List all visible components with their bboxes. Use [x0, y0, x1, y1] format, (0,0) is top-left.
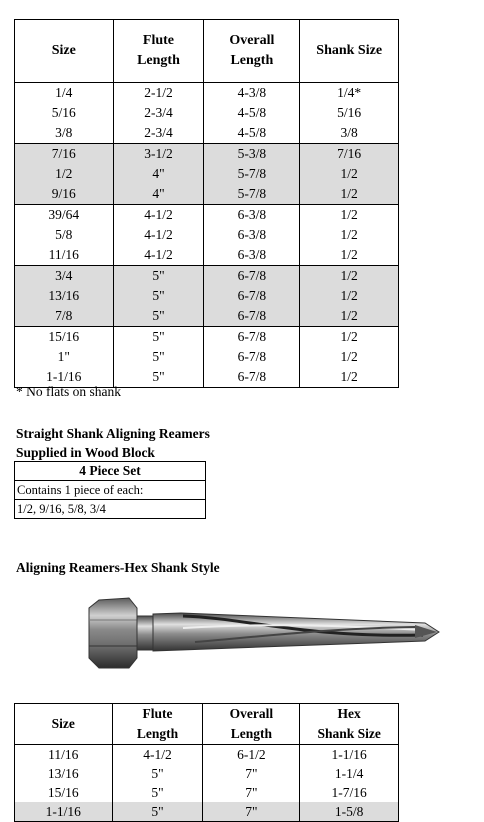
- table-row: [15, 205, 399, 226]
- flute-length-cell: 4-1/2: [113, 205, 204, 226]
- size-cell: 1-1/16: [15, 367, 114, 388]
- flute-length-cell: 5": [113, 367, 204, 388]
- set-header: 4 Piece Set: [15, 462, 206, 481]
- overall-length-header: Overall Length: [203, 704, 300, 745]
- size-cell: 7/8: [15, 306, 114, 327]
- straight-shank-table-body: [15, 83, 399, 388]
- table-row: [15, 347, 399, 367]
- shank-size-cell: 1/2: [300, 225, 399, 245]
- table-row: [15, 745, 399, 765]
- flute-length-cell: 5": [113, 286, 204, 306]
- hex-shank-reamer-table: [14, 703, 399, 822]
- set-contents-label: Contains 1 piece of each:: [15, 481, 206, 500]
- flute-length-cell: 4": [113, 164, 204, 184]
- size-cell: 9/16: [15, 184, 114, 205]
- hex-section-title: Aligning Reamers-Hex Shank Style: [16, 560, 220, 575]
- flute-length-cell: 5": [112, 783, 203, 802]
- flute-length-cell: 2-3/4: [113, 103, 204, 123]
- hex-shank-size-header: Hex Shank Size: [300, 704, 399, 745]
- size-header: Size: [15, 20, 114, 83]
- flute-length-cell: 5": [112, 764, 203, 783]
- flute-length-cell: 2-3/4: [113, 123, 204, 144]
- flute-length-cell: 2-1/2: [113, 83, 204, 104]
- size-cell: 7/16: [15, 144, 114, 165]
- shank-size-cell: 1/2: [300, 245, 399, 266]
- table-row: [15, 123, 399, 144]
- shank-size-cell: 7/16: [300, 144, 399, 165]
- hex-shank-reamer-illustration: [85, 594, 443, 671]
- size-cell: 3/8: [15, 123, 114, 144]
- flute-length-cell: 4-1/2: [113, 245, 204, 266]
- table-row: [15, 144, 399, 165]
- shank-footnote: * No flats on shank: [16, 384, 121, 399]
- size-cell: 5/8: [15, 225, 114, 245]
- size-cell: 15/16: [15, 783, 113, 802]
- set-contents-sizes: 1/2, 9/16, 5/8, 3/4: [15, 500, 206, 519]
- overall-length-cell: 6-1/2: [203, 745, 300, 765]
- table-row: [15, 783, 399, 802]
- flute-length-header: Flute Length: [112, 704, 203, 745]
- shank-size-cell: 3/8: [300, 123, 399, 144]
- size-cell: 1": [15, 347, 114, 367]
- shank-size-header: Shank Size: [300, 20, 399, 83]
- table-row: [15, 83, 399, 104]
- overall-length-cell: 6-3/8: [204, 245, 300, 266]
- size-cell: 11/16: [15, 245, 114, 266]
- flute-length-cell: 4-1/2: [112, 745, 203, 765]
- flute-length-cell: 5": [113, 306, 204, 327]
- overall-length-cell: 7": [203, 783, 300, 802]
- size-cell: 13/16: [15, 764, 113, 783]
- shank-size-cell: 1-5/8: [300, 802, 399, 822]
- size-header: Size: [15, 704, 113, 745]
- table-row: [15, 802, 399, 822]
- shank-size-cell: 1/2: [300, 327, 399, 348]
- table-row: [15, 245, 399, 266]
- table-row: [15, 286, 399, 306]
- size-cell: 11/16: [15, 745, 113, 765]
- size-cell: 39/64: [15, 205, 114, 226]
- shank-size-cell: 1/2: [300, 367, 399, 388]
- size-cell: 1-1/16: [15, 802, 113, 822]
- table-row: [15, 225, 399, 245]
- size-cell: 15/16: [15, 327, 114, 348]
- shank-size-cell: 1/2: [300, 286, 399, 306]
- size-cell: 1/4: [15, 83, 114, 104]
- table-row: [15, 266, 399, 287]
- flute-length-cell: 5": [113, 327, 204, 348]
- flute-length-cell: 5": [113, 347, 204, 367]
- set-section-title: Straight Shank Aligning Reamers Supplied in Wood Block: [16, 426, 210, 460]
- overall-length-cell: 6-7/8: [204, 306, 300, 327]
- overall-length-cell: 4-5/8: [204, 123, 300, 144]
- overall-length-cell: 5-3/8: [204, 144, 300, 165]
- table-header-row: [15, 704, 399, 745]
- table-row: [15, 184, 399, 205]
- size-cell: 1/2: [15, 164, 114, 184]
- shank-size-cell: 1/2: [300, 306, 399, 327]
- shank-size-cell: 1-1/16: [300, 745, 399, 765]
- shank-size-cell: 1/2: [300, 164, 399, 184]
- flute-length-cell: 4-1/2: [113, 225, 204, 245]
- straight-shank-reamer-table: [14, 19, 399, 388]
- overall-length-cell: 6-3/8: [204, 225, 300, 245]
- hex-shank-table-body: [15, 745, 399, 822]
- overall-length-header: Overall Length: [204, 20, 300, 83]
- overall-length-cell: 7": [203, 764, 300, 783]
- shank-size-cell: 1-1/4: [300, 764, 399, 783]
- table-header-row: [15, 20, 399, 83]
- overall-length-cell: 4-5/8: [204, 103, 300, 123]
- flute-length-cell: 5": [112, 802, 203, 822]
- size-cell: 5/16: [15, 103, 114, 123]
- table-row: [15, 764, 399, 783]
- size-cell: 13/16: [15, 286, 114, 306]
- table-row: [15, 164, 399, 184]
- table-row: [15, 306, 399, 327]
- overall-length-cell: 6-7/8: [204, 266, 300, 287]
- shank-size-cell: 1/4*: [300, 83, 399, 104]
- overall-length-cell: 5-7/8: [204, 164, 300, 184]
- overall-length-cell: 5-7/8: [204, 184, 300, 205]
- overall-length-cell: 6-7/8: [204, 327, 300, 348]
- shank-size-cell: 5/16: [300, 103, 399, 123]
- overall-length-cell: 6-7/8: [204, 286, 300, 306]
- four-piece-set-table: [14, 461, 206, 519]
- size-cell: 3/4: [15, 266, 114, 287]
- flute-length-cell: 3-1/2: [113, 144, 204, 165]
- flute-length-cell: 5": [113, 266, 204, 287]
- table-row: [15, 103, 399, 123]
- overall-length-cell: 6-7/8: [204, 367, 300, 388]
- table-row: [15, 327, 399, 348]
- overall-length-cell: 4-3/8: [204, 83, 300, 104]
- shank-size-cell: 1/2: [300, 205, 399, 226]
- overall-length-cell: 6-3/8: [204, 205, 300, 226]
- shank-size-cell: 1/2: [300, 266, 399, 287]
- overall-length-cell: 7": [203, 802, 300, 822]
- shank-size-cell: 1/2: [300, 347, 399, 367]
- flute-length-header: Flute Length: [113, 20, 204, 83]
- shank-size-cell: 1-7/16: [300, 783, 399, 802]
- shank-size-cell: 1/2: [300, 184, 399, 205]
- overall-length-cell: 6-7/8: [204, 347, 300, 367]
- flute-length-cell: 4": [113, 184, 204, 205]
